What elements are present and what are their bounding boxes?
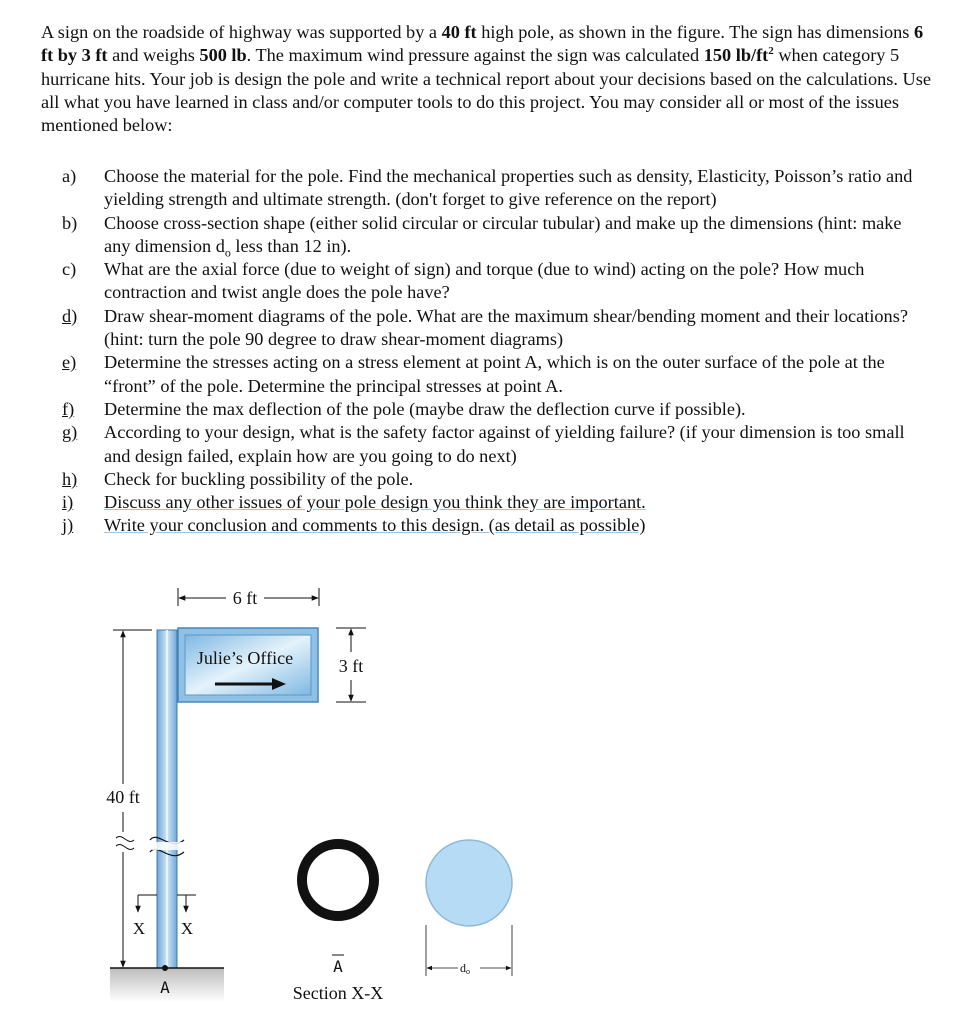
pole-height-dimension xyxy=(106,630,152,967)
list-item: b) Choose cross-section shape (either solid circular or circular tubular) and make up the dimensions (hint: make any dimension $d_o$ less than 12 in). xyxy=(62,212,902,260)
list-item: j) Write your conclusion and comments to this design. (as detail as possible) xyxy=(62,515,646,536)
intro-text: A sign on the roadside of highway was supported by a xyxy=(41,22,442,42)
wind-pressure-value: 150 $lb/ft^2$ xyxy=(703,45,774,66)
list-item: a) Choose the material for the pole. Find the mechanical properties such as density, Elasticity, Poisson’s ratio and yielding strength and ultimate strength. (don't forget to give reference on the report) xyxy=(62,166,913,210)
solid-section xyxy=(426,840,512,976)
list-item: d) Draw shear-moment diagrams of the pole. What are the maximum shear/bending moment and their locations? (hint: turn the pole 90 degree to draw shear-moment diagrams) xyxy=(62,305,908,350)
sign-panel xyxy=(178,628,318,702)
point-a-marker xyxy=(162,965,168,971)
sign-text: Julie’s Office xyxy=(196,648,294,668)
list-item: c) What are the axial force (due to weight of sign) and torque (due to wind) acting on the pole? How much contraction and twist angle does the pole have? xyxy=(62,259,865,303)
pole-height-label: 40 ft xyxy=(106,787,140,807)
sign-width-dimension xyxy=(178,588,319,608)
section-caption: Section X-X xyxy=(292,983,384,1003)
diameter-label: do xyxy=(460,961,470,976)
sign-width-label: 6 ft xyxy=(232,588,258,608)
section-mark-right: X xyxy=(180,919,194,938)
intro-text: . The maximum wind pressure against the sign was calculated xyxy=(246,45,704,66)
intro-text: when category 5 hurricane hits. Your job is design the pole and write a technical report about your decisions based on the calculations. Use all what you have learned in class and/or computer tools to do this project. You may consider all or most of the issues mentioned below: xyxy=(41,45,931,136)
sign-weight-value: 500 lb xyxy=(199,45,247,66)
intro-text: and weighs xyxy=(107,45,200,66)
list-item: e) Determine the stresses acting on a stress element at point A, which is on the outer surface of the pole at the “front” of the pole. Determine the principal stresses at point A. xyxy=(62,352,885,396)
list-item: h) Check for buckling possibility of the pole. xyxy=(62,468,414,489)
list-item: g) According to your design, what is the safety factor against of yielding failure? (if your dimension is too small and design failed, explain how are you going to do next) xyxy=(62,422,905,466)
ground xyxy=(110,965,224,1002)
list-item: f) Determine the max deflection of the pole (maybe draw the deflection curve if possible). xyxy=(62,398,746,419)
tubular-section xyxy=(293,844,383,1003)
sign-height-dimension xyxy=(336,628,366,702)
intro-text: high pole, as shown in the figure. The sign has dimensions xyxy=(476,22,914,42)
sign-dimensions-value: 6 ft by 3 ft xyxy=(41,22,924,66)
point-a-label: A xyxy=(160,978,170,997)
list-item: i) Discuss any other issues of your pole design you think they are important. xyxy=(62,492,646,513)
section-point-a-label: A xyxy=(333,957,343,976)
pole-height-value: 40 ft xyxy=(441,22,477,42)
section-mark-left: X xyxy=(132,919,146,938)
sign-height-label: 3 ft xyxy=(338,656,364,676)
